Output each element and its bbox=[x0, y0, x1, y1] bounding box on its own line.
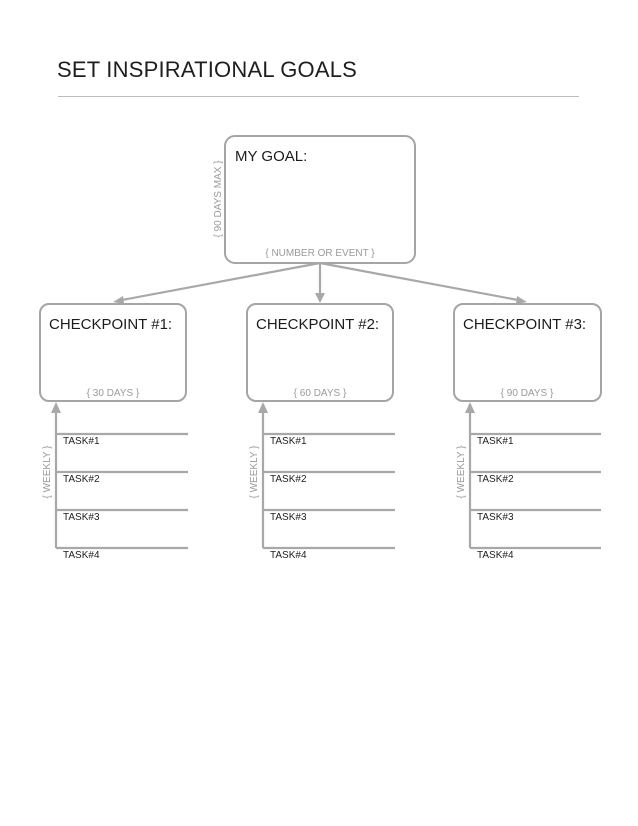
task-label-4: TASK#4 bbox=[270, 550, 307, 561]
connector-3 bbox=[320, 263, 518, 300]
task-label-4: TASK#4 bbox=[63, 550, 100, 561]
task-label-2: TASK#2 bbox=[63, 474, 100, 485]
checkpoint-cadence: { WEEKLY } bbox=[456, 445, 467, 499]
goal-connectors bbox=[113, 263, 527, 304]
task-label-4: TASK#4 bbox=[477, 550, 514, 561]
arrowhead-1 bbox=[113, 296, 124, 304]
arrowhead-3 bbox=[516, 296, 527, 304]
checkpoint-cadence: { WEEKLY } bbox=[42, 445, 53, 499]
checkpoint-days: { 90 DAYS } bbox=[500, 388, 554, 399]
checkpoint-cadence: { WEEKLY } bbox=[249, 445, 260, 499]
task-label-1: TASK#1 bbox=[270, 436, 307, 447]
goal-label: MY GOAL: bbox=[235, 148, 308, 165]
task-label-3: TASK#3 bbox=[270, 512, 307, 523]
checkpoint-1 bbox=[40, 304, 188, 561]
checkpoint-3 bbox=[454, 304, 601, 561]
task-label-3: TASK#3 bbox=[477, 512, 514, 523]
task-stem-arrowhead bbox=[465, 402, 475, 413]
task-label-1: TASK#1 bbox=[63, 436, 100, 447]
task-label-1: TASK#1 bbox=[477, 436, 514, 447]
goal-timeframe: { 90 DAYS MAX } bbox=[213, 160, 224, 238]
task-label-3: TASK#3 bbox=[63, 512, 100, 523]
checkpoint-label: CHECKPOINT #2: bbox=[256, 316, 380, 333]
task-stem-arrowhead bbox=[258, 402, 268, 413]
goal-box bbox=[225, 136, 415, 263]
arrowhead-2 bbox=[315, 293, 325, 303]
connector-1 bbox=[122, 263, 320, 300]
checkpoint-label: CHECKPOINT #1: bbox=[49, 316, 173, 333]
checkpoint-2 bbox=[247, 304, 395, 561]
checkpoint-days: { 60 DAYS } bbox=[293, 388, 347, 399]
task-stem-arrowhead bbox=[51, 402, 61, 413]
page-title: SET INSPIRATIONAL GOALS bbox=[57, 57, 358, 82]
task-label-2: TASK#2 bbox=[477, 474, 514, 485]
checkpoint-days: { 30 DAYS } bbox=[86, 388, 140, 399]
checkpoint-label: CHECKPOINT #3: bbox=[463, 316, 587, 333]
goal-note: { NUMBER OR EVENT } bbox=[265, 248, 375, 259]
task-label-2: TASK#2 bbox=[270, 474, 307, 485]
